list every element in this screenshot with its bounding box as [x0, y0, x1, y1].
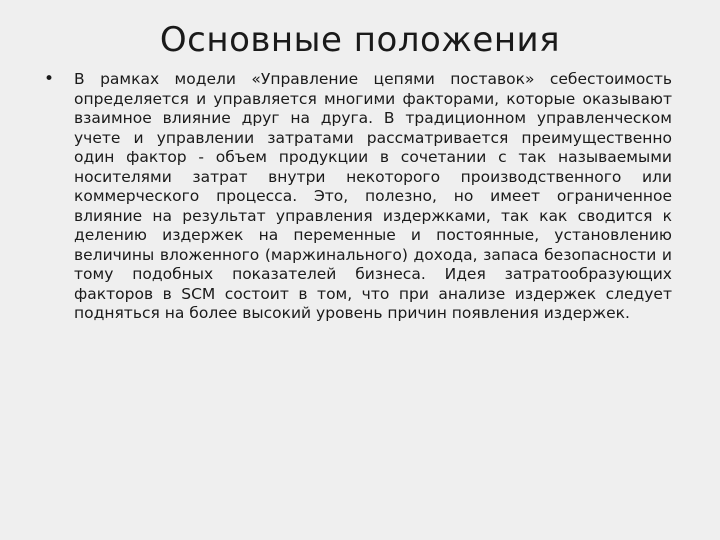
slide-title: Основные положения: [159, 20, 561, 60]
bullet-item: [44, 70, 672, 324]
bullet-list: [44, 70, 672, 324]
bullet-text: В рамках модели «Управление цепями поставок» себестоимость определяется и управляется многими факторами, которые оказывают взаимное влияние друг на друга. В традиционном управленческом учете и управлении затратами рассматривается преимущественно один фактор - объем продукции в сочетании с так называемыми носителями затрат внутри некоторого производственного или коммерческого процесса. Это, полезно, но имеет ограниченное влияние на результат управления издержками, так как сводится к делению издержек на переменные и постоянные, установлению величины вложенного (маржинального) дохода, запаса безопасности и тому подобных показателей бизнеса. Идея затратообразующих факторов в SCM состоит в том, что при анализе издержек следует подняться на более высокий уровень причин появления издержек.: [74, 70, 672, 322]
bullet-icon: •: [44, 69, 55, 89]
